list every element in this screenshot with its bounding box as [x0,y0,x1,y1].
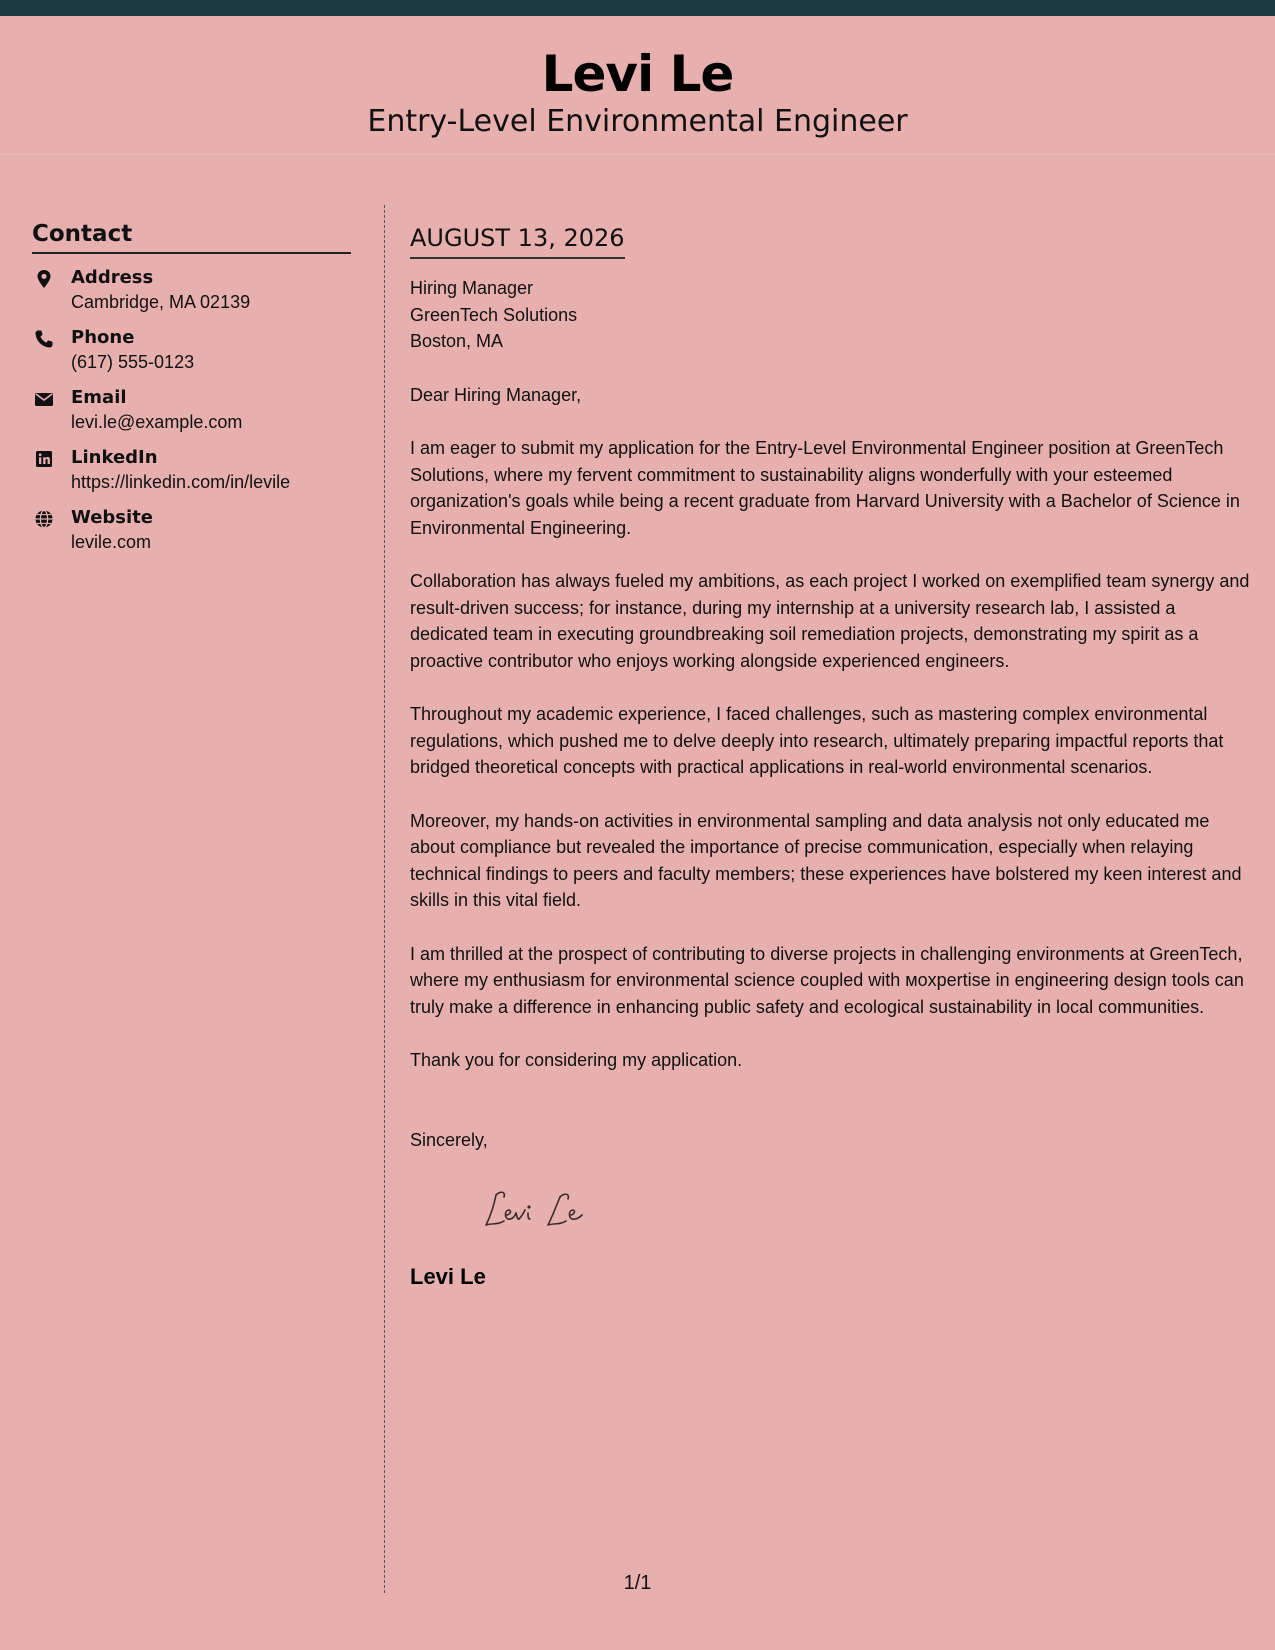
linkedin-value[interactable]: https://linkedin.com/in/levile [71,472,291,492]
contact-item-phone [32,326,351,374]
letter-paragraph: I am thrilled at the prospect of contributing to diverse projects in challenging environments at GreenTech, where my enthusiasm for environmental science coupled with мoxpertise in engineering design tools can truly make a difference in enhancing public safety and ecological sustainability in local communities. [410,943,1244,1017]
page-header [0,16,1275,155]
applicant-title: Entry-Level Environmental Engineer [367,104,908,139]
letter-paragraph: Throughout my academic experience, I faced challenges, such as mastering complex environmental regulations, which pushed me to delve deeply into research, ultimately preparing impactful reports that bridged theoretical concepts with practical applications in real-world environmental scenarios. [410,704,1224,777]
contact-item-website [32,506,351,554]
envelope-icon [34,389,54,409]
letter-date: AUGUST 13, 2026 [410,222,625,259]
contact-label: Website [71,507,154,528]
contact-label: Phone [71,327,135,348]
letter-paragraph: Collaboration has always fueled my ambitions, as each project I worked on exemplified team synergy and result-driven success; for instance, during my internship at a university research lab, I assisted a dedicated team in executing groundbreaking soil remediation projects, demonstrating my spirit as a proactive contributor who enjoys working alongside experienced engineers. [410,571,1250,671]
contact-label: Email [71,387,127,408]
phone-value: (617) 555-0123 [71,352,195,372]
contact-item-email [32,386,351,434]
letter-paragraph: Moreover, my hands-on activities in environmental sampling and data analysis not only educated me about compliance but revealed the importance of precise communication, especially when relaying technical findings to peers and faculty members; these experiences have bolstered my keen interest and skills in this vital field. [410,810,1242,910]
contact-item-address [32,266,351,314]
email-value[interactable]: levi.le@example.com [71,412,243,432]
signed-name: Levi Le [410,1263,486,1289]
recipient-line: GreenTech Solutions [410,304,578,325]
letter-paragraph: Thank you for considering my application. [410,1050,743,1070]
address-value: Cambridge, MA 02139 [71,292,251,312]
contact-label: Address [71,267,154,288]
phone-icon [34,329,54,349]
globe-icon [34,509,54,529]
column-divider [384,205,385,1593]
cover-letter-body [410,222,1255,1291]
top-accent-bar [0,0,1275,16]
recipient-line: Boston, MA [410,331,504,351]
website-value[interactable]: levile.com [71,532,152,552]
page-number: 1/1 [623,1572,652,1594]
applicant-name: Levi Le [541,45,734,103]
contact-sidebar [32,218,351,554]
closing: Sincerely, [410,1129,488,1150]
contact-heading: Contact [32,218,351,254]
map-pin-icon [34,269,54,289]
contact-label: LinkedIn [71,447,158,468]
recipient-block [410,275,1255,355]
linkedin-icon [34,449,54,469]
letter-paragraph: I am eager to submit my application for the Entry-Level Environmental Engineer position at GreenTech Solutions, where my fervent commitment to sustainability aligns wonderfully with your esteemed organization's goals while being a recent graduate from Harvard University with a Bachelor of Science in Environmental Engineering. [410,438,1240,538]
recipient-line: Hiring Manager [410,278,534,298]
handwritten-signature [482,1185,602,1235]
contact-item-linkedin [32,446,351,494]
salutation: Dear Hiring Manager, [410,384,582,405]
